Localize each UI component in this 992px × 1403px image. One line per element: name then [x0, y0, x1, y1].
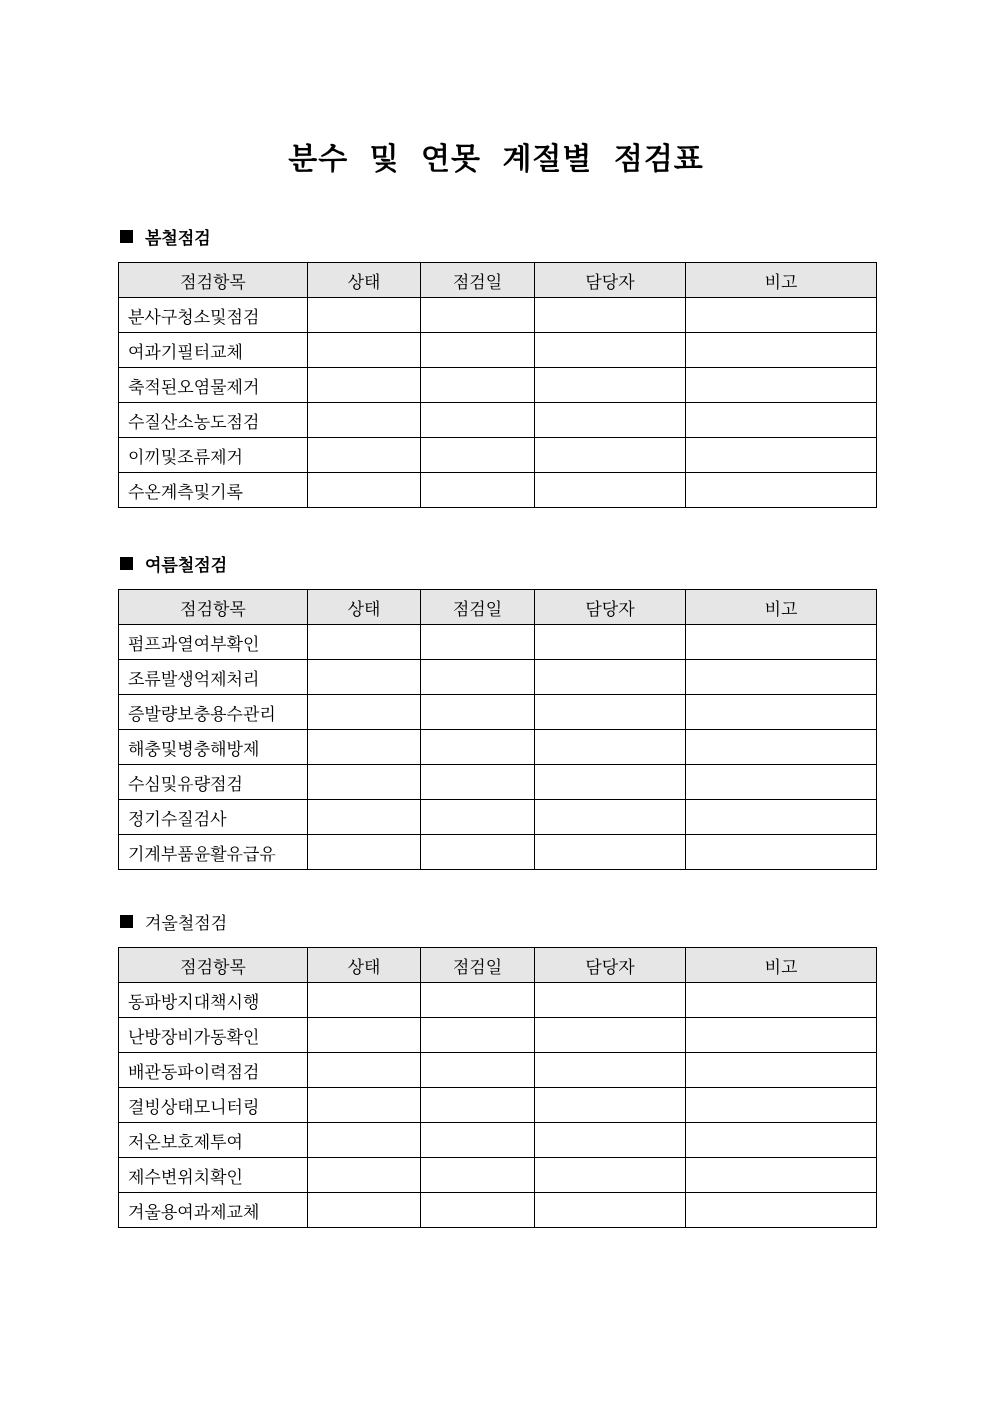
column-header: 상태	[308, 263, 421, 298]
inspection-item: 배관동파이력점검	[119, 1053, 308, 1088]
table-row	[119, 438, 877, 473]
empty-cell[interactable]	[421, 1123, 535, 1158]
table-header-row	[119, 590, 877, 625]
inspection-item: 수질산소농도점검	[119, 403, 308, 438]
table-header-row	[119, 263, 877, 298]
empty-cell[interactable]	[308, 765, 421, 800]
empty-cell[interactable]	[686, 1123, 877, 1158]
section-heading	[118, 549, 876, 577]
empty-cell[interactable]	[535, 1053, 686, 1088]
column-header: 점검항목	[119, 263, 308, 298]
empty-cell[interactable]	[308, 298, 421, 333]
inspection-item: 겨울용여과제교체	[119, 1193, 308, 1228]
empty-cell[interactable]	[308, 1018, 421, 1053]
empty-cell[interactable]	[308, 835, 421, 870]
empty-cell[interactable]	[535, 1123, 686, 1158]
empty-cell[interactable]	[535, 298, 686, 333]
table-row	[119, 368, 877, 403]
empty-cell[interactable]	[535, 765, 686, 800]
column-header: 담당자	[535, 590, 686, 625]
column-header: 담당자	[535, 263, 686, 298]
empty-cell[interactable]	[421, 473, 535, 508]
section-heading	[118, 222, 876, 250]
square-bullet-icon	[120, 915, 133, 928]
inspection-item: 분사구청소및점검	[119, 298, 308, 333]
column-header: 점검일	[421, 590, 535, 625]
table-row	[119, 1193, 877, 1228]
empty-cell[interactable]	[421, 333, 535, 368]
empty-cell[interactable]	[308, 1193, 421, 1228]
empty-cell[interactable]	[421, 368, 535, 403]
empty-cell[interactable]	[535, 695, 686, 730]
column-header: 담당자	[535, 948, 686, 983]
empty-cell[interactable]	[535, 1193, 686, 1228]
empty-cell[interactable]	[308, 1158, 421, 1193]
empty-cell[interactable]	[535, 1088, 686, 1123]
column-header: 비고	[686, 948, 877, 983]
inspection-item: 펌프과열여부확인	[119, 625, 308, 660]
empty-cell[interactable]	[421, 1158, 535, 1193]
empty-cell[interactable]	[535, 1158, 686, 1193]
table-row	[119, 695, 877, 730]
empty-cell[interactable]	[308, 625, 421, 660]
empty-cell[interactable]	[686, 1088, 877, 1123]
table-row	[119, 800, 877, 835]
table-row	[119, 1053, 877, 1088]
table-row	[119, 625, 877, 660]
empty-cell[interactable]	[421, 625, 535, 660]
table-header-row	[119, 948, 877, 983]
empty-cell[interactable]	[421, 298, 535, 333]
empty-cell[interactable]	[686, 835, 877, 870]
empty-cell[interactable]	[686, 298, 877, 333]
table-row	[119, 473, 877, 508]
empty-cell[interactable]	[308, 438, 421, 473]
empty-cell[interactable]	[686, 730, 877, 765]
table-row	[119, 835, 877, 870]
inspection-item: 축적된오염물제거	[119, 368, 308, 403]
checklist-table	[118, 589, 877, 870]
inspection-item: 이끼및조류제거	[119, 438, 308, 473]
empty-cell[interactable]	[308, 695, 421, 730]
table-row	[119, 333, 877, 368]
empty-cell[interactable]	[421, 695, 535, 730]
empty-cell[interactable]	[535, 403, 686, 438]
table-row	[119, 1088, 877, 1123]
empty-cell[interactable]	[535, 800, 686, 835]
empty-cell[interactable]	[308, 1088, 421, 1123]
inspection-item: 수온계측및기록	[119, 473, 308, 508]
section-3	[118, 907, 876, 1228]
empty-cell[interactable]	[421, 660, 535, 695]
empty-cell[interactable]	[421, 983, 535, 1018]
inspection-item: 제수변위치확인	[119, 1158, 308, 1193]
table-row	[119, 983, 877, 1018]
empty-cell[interactable]	[535, 625, 686, 660]
table-row	[119, 765, 877, 800]
table-row	[119, 730, 877, 765]
inspection-item: 기계부품윤활유급유	[119, 835, 308, 870]
empty-cell[interactable]	[421, 1053, 535, 1088]
table-row	[119, 660, 877, 695]
page-title: 분수 및 연못 계절별 점검표	[288, 142, 704, 177]
section-heading	[118, 907, 876, 935]
empty-cell[interactable]	[308, 1053, 421, 1088]
table-row	[119, 1158, 877, 1193]
empty-cell[interactable]	[686, 1053, 877, 1088]
empty-cell[interactable]	[535, 1018, 686, 1053]
table-row	[119, 298, 877, 333]
inspection-item: 수심및유량점검	[119, 765, 308, 800]
inspection-item: 저온보호제투여	[119, 1123, 308, 1158]
inspection-item: 증발량보충용수관리	[119, 695, 308, 730]
empty-cell[interactable]	[421, 1018, 535, 1053]
table-row	[119, 1123, 877, 1158]
section-1	[118, 222, 876, 508]
empty-cell[interactable]	[686, 695, 877, 730]
empty-cell[interactable]	[686, 368, 877, 403]
empty-cell[interactable]	[308, 333, 421, 368]
inspection-item: 여과기필터교체	[119, 333, 308, 368]
column-header: 상태	[308, 590, 421, 625]
empty-cell[interactable]	[535, 368, 686, 403]
empty-cell[interactable]	[308, 800, 421, 835]
empty-cell[interactable]	[308, 983, 421, 1018]
table-row	[119, 1018, 877, 1053]
column-header: 점검항목	[119, 590, 308, 625]
square-bullet-icon	[120, 557, 133, 570]
inspection-item: 해충및병충해방제	[119, 730, 308, 765]
inspection-item: 동파방지대책시행	[119, 983, 308, 1018]
empty-cell[interactable]	[308, 1123, 421, 1158]
empty-cell[interactable]	[686, 438, 877, 473]
empty-cell[interactable]	[421, 1088, 535, 1123]
square-bullet-icon	[120, 230, 133, 243]
empty-cell[interactable]	[535, 333, 686, 368]
empty-cell[interactable]	[686, 765, 877, 800]
empty-cell[interactable]	[686, 333, 877, 368]
inspection-item: 결빙상태모니터링	[119, 1088, 308, 1123]
empty-cell[interactable]	[686, 1193, 877, 1228]
section-heading-text: 겨울철점검	[145, 913, 228, 934]
empty-cell[interactable]	[535, 983, 686, 1018]
empty-cell[interactable]	[686, 1158, 877, 1193]
empty-cell[interactable]	[686, 625, 877, 660]
empty-cell[interactable]	[308, 660, 421, 695]
empty-cell[interactable]	[686, 473, 877, 508]
empty-cell[interactable]	[421, 438, 535, 473]
checklist-table	[118, 947, 877, 1228]
empty-cell[interactable]	[308, 368, 421, 403]
empty-cell[interactable]	[421, 403, 535, 438]
empty-cell[interactable]	[421, 765, 535, 800]
empty-cell[interactable]	[308, 730, 421, 765]
column-header: 점검일	[421, 263, 535, 298]
empty-cell[interactable]	[686, 403, 877, 438]
inspection-item: 조류발생억제처리	[119, 660, 308, 695]
empty-cell[interactable]	[535, 473, 686, 508]
column-header: 비고	[686, 590, 877, 625]
column-header: 비고	[686, 263, 877, 298]
section-heading-text: 봄철점검	[145, 228, 211, 249]
table-row	[119, 403, 877, 438]
empty-cell[interactable]	[686, 660, 877, 695]
column-header: 점검일	[421, 948, 535, 983]
column-header: 점검항목	[119, 948, 308, 983]
empty-cell[interactable]	[535, 730, 686, 765]
empty-cell[interactable]	[535, 660, 686, 695]
empty-cell[interactable]	[686, 800, 877, 835]
empty-cell[interactable]	[421, 1193, 535, 1228]
checklist-table	[118, 262, 877, 508]
inspection-item: 난방장비가동확인	[119, 1018, 308, 1053]
empty-cell[interactable]	[308, 473, 421, 508]
empty-cell[interactable]	[686, 1018, 877, 1053]
empty-cell[interactable]	[535, 835, 686, 870]
empty-cell[interactable]	[308, 403, 421, 438]
inspection-item: 정기수질검사	[119, 800, 308, 835]
section-heading-text: 여름철점검	[145, 555, 228, 576]
section-2	[118, 549, 876, 870]
empty-cell[interactable]	[421, 730, 535, 765]
empty-cell[interactable]	[421, 835, 535, 870]
empty-cell[interactable]	[535, 438, 686, 473]
empty-cell[interactable]	[421, 800, 535, 835]
empty-cell[interactable]	[686, 983, 877, 1018]
column-header: 상태	[308, 948, 421, 983]
